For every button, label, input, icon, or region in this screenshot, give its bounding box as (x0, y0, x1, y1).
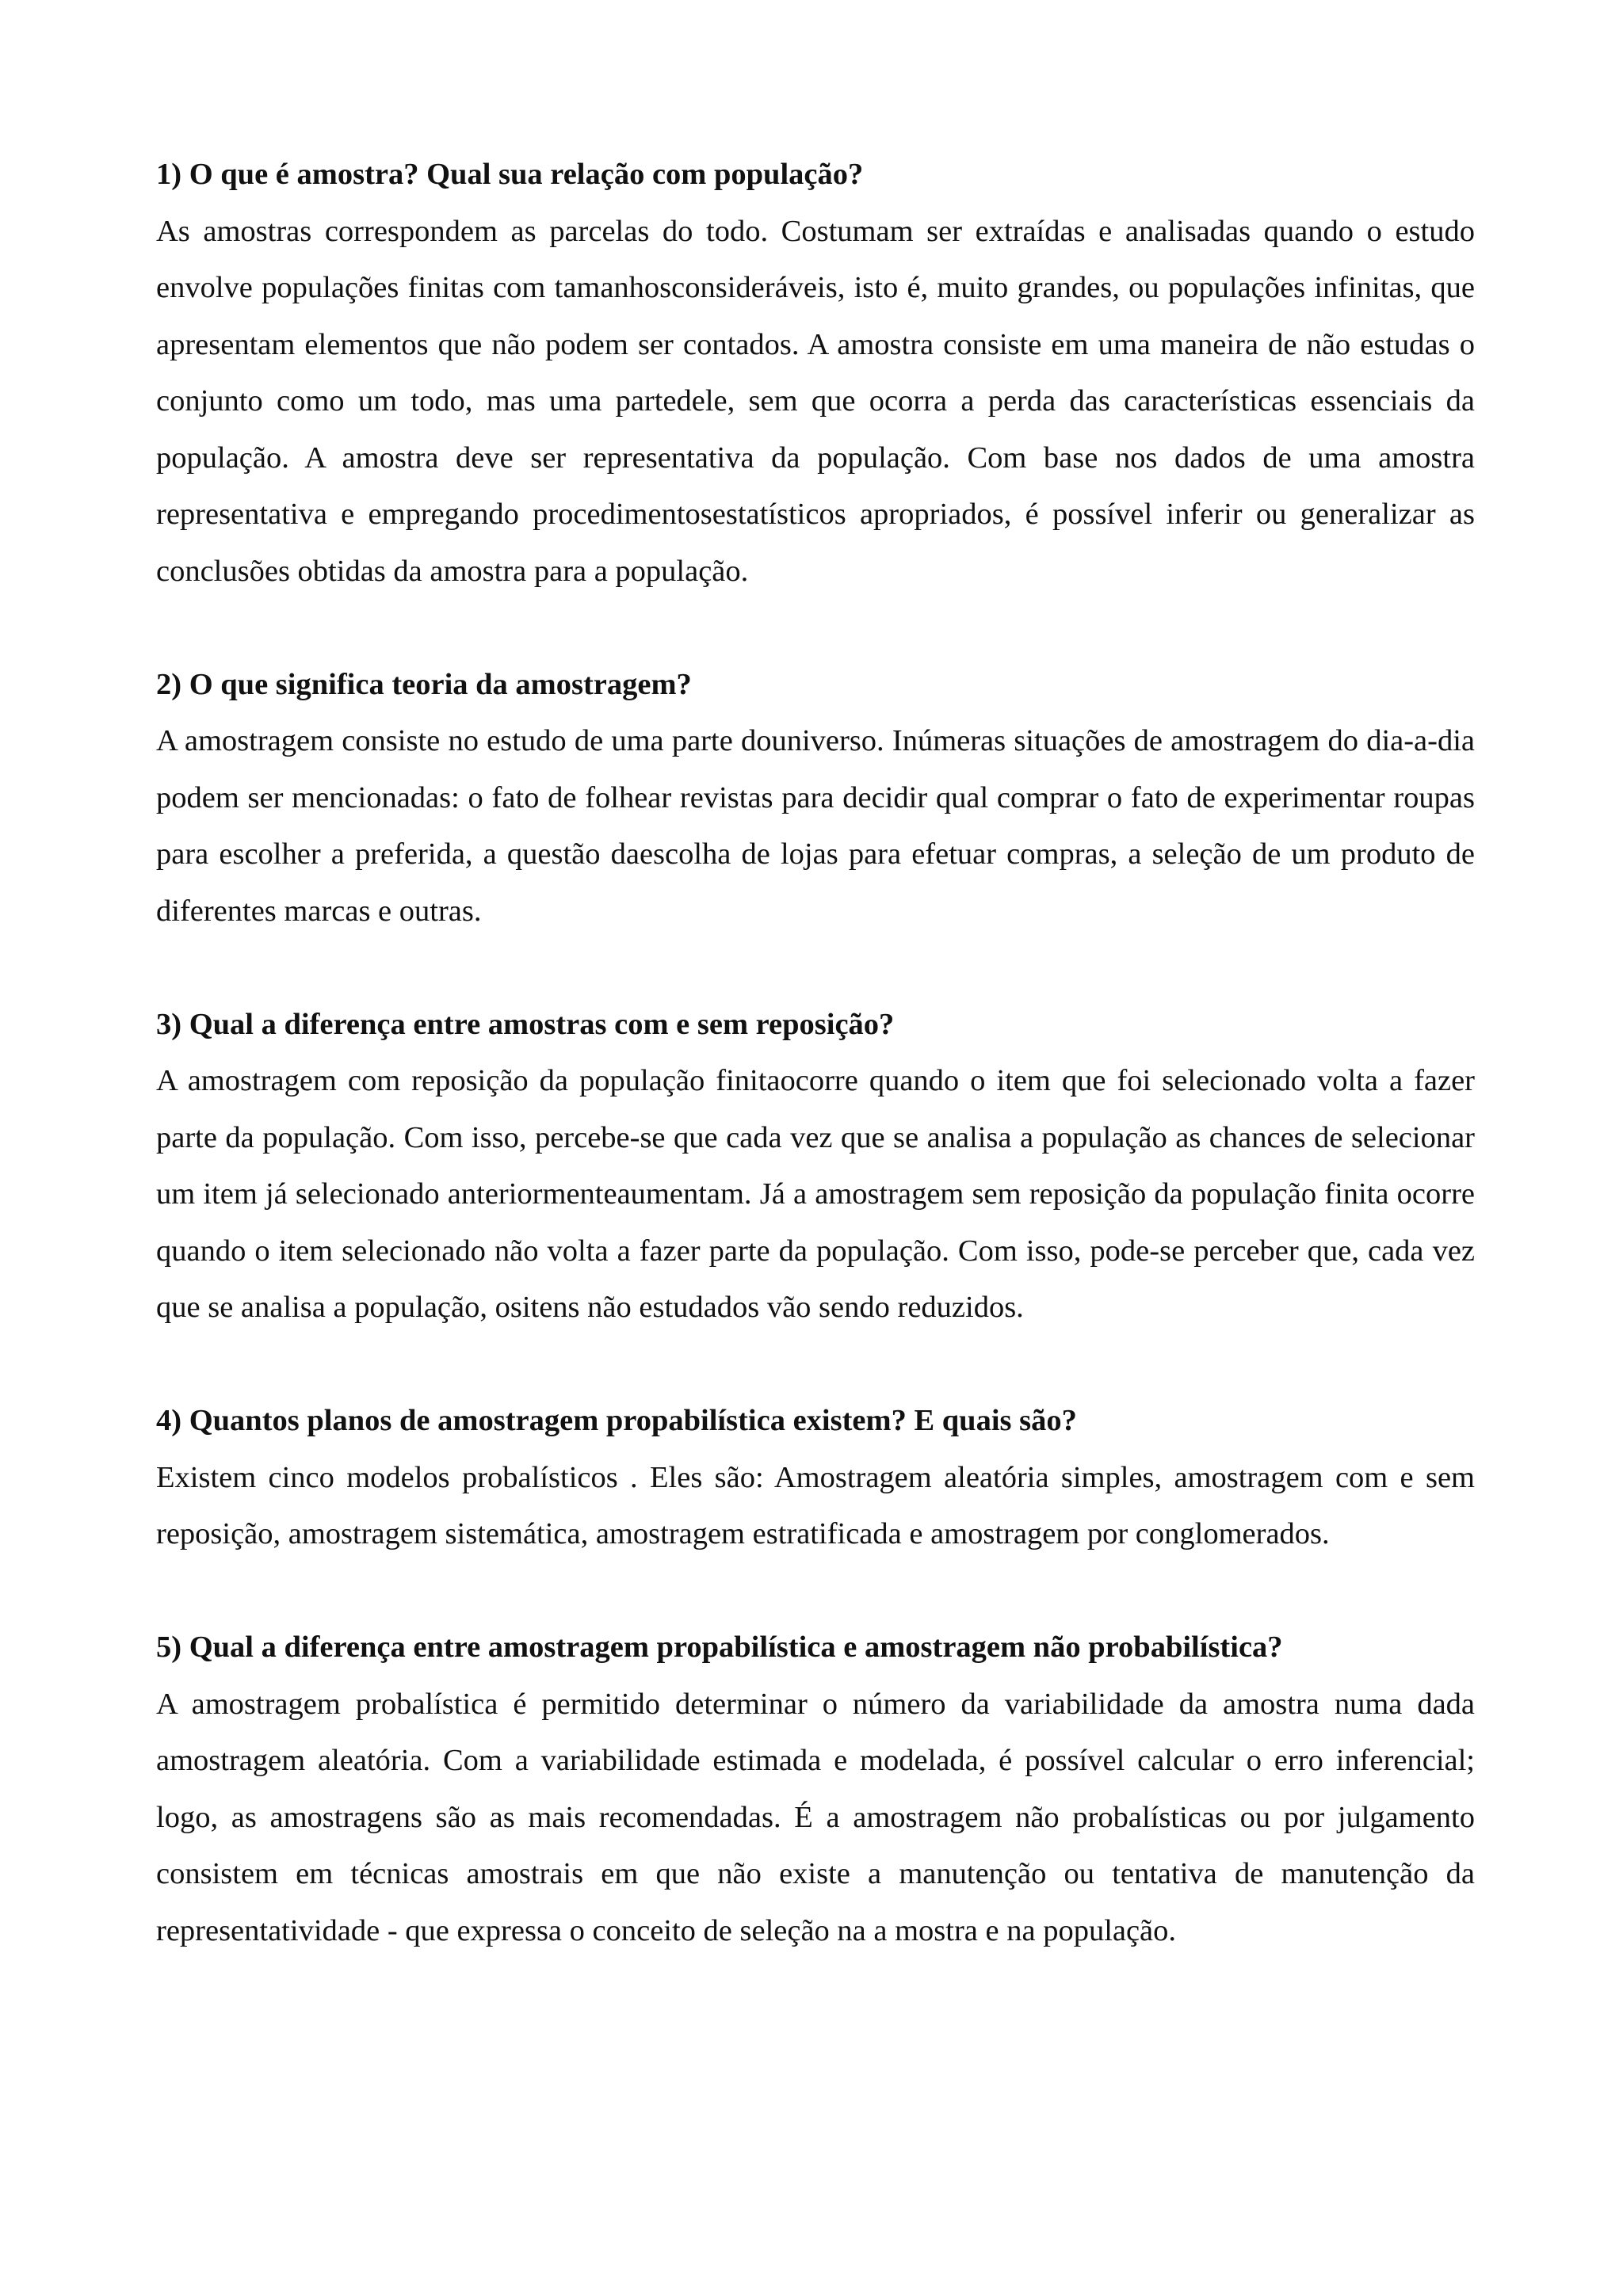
answer-paragraph: As amostras correspondem as parcelas do todo. Costumam ser extraídas e analisadas quando o estudo envolve populações finitas com tamanhosconsideráveis, isto é, muito grandes, ou populações infinitas, que apresentam elementos que não podem ser contados. A amostra consiste em uma maneira de não estudas o conjunto como um todo, mas uma partedele, sem que ocorra a perda das características essenciais da população. A amostra deve ser representativa da população. Com base nos dados de uma amostra representativa e empregando procedimentosestatísticos apropriados, é possível inferir ou generalizar as conclusões obtidas da amostra para a população. (156, 214, 1475, 588)
question-heading: 2) O que significa teoria da amostragem? (156, 667, 692, 701)
section-5 (156, 1619, 1475, 1959)
section-2 (156, 657, 1475, 940)
question-heading: 1) O que é amostra? Qual sua relação com população? (156, 158, 864, 191)
answer-paragraph: Existem cinco modelos probalísticos . Eles são: Amostragem aleatória simples, amostragem com e sem reposição, amostragem sistemática, amostragem estratificada e amostragem por conglomerados. (156, 1460, 1475, 1550)
document-body (156, 147, 1475, 2016)
section-3 (156, 997, 1475, 1337)
section-4 (156, 1393, 1475, 1563)
question-heading: 3) Qual a diferença entre amostras com e sem reposição? (156, 1007, 895, 1041)
answer-paragraph: A amostragem consiste no estudo de uma parte douniverso. Inúmeras situações de amostragem do dia-a-dia podem ser mencionadas: o fato de folhear revistas para decidir qual comprar o fato de experimentar roupas para escolher a preferida, a questão daescolha de lojas para efetuar compras, a seleção de um produto de diferentes marcas e outras. (156, 724, 1475, 928)
question-heading: 5) Qual a diferença entre amostragem propabilística e amostragem não probabilística? (156, 1630, 1283, 1664)
question-heading: 4) Quantos planos de amostragem propabilística existem? E quais são? (156, 1404, 1077, 1437)
section-1 (156, 147, 1475, 600)
answer-paragraph: A amostragem probalística é permitido determinar o número da variabilidade da amostra numa dada amostragem aleatória. Com a variabilidade estimada e modelada, é possível calcular o erro inferencial; logo, as amostragens são as mais recomendadas. É a amostragem não probalísticas ou por julgamento consistem em técnicas amostrais em que não existe a manutenção ou tentativa de manutenção da representatividade - que expressa o conceito de seleção na a mostra e na população. (156, 1687, 1475, 1947)
answer-paragraph: A amostragem com reposição da população finitaocorre quando o item que foi selecionado volta a fazer parte da população. Com isso, percebe-se que cada vez que se analisa a população as chances de selecionar um item já selecionado anteriormenteaumentam. Já a amostragem sem reposição da população finita ocorre quando o item selecionado não volta a fazer parte da população. Com isso, pode-se perceber que, cada vez que se analisa a população, ositens não estudados vão sendo reduzidos. (156, 1064, 1475, 1324)
